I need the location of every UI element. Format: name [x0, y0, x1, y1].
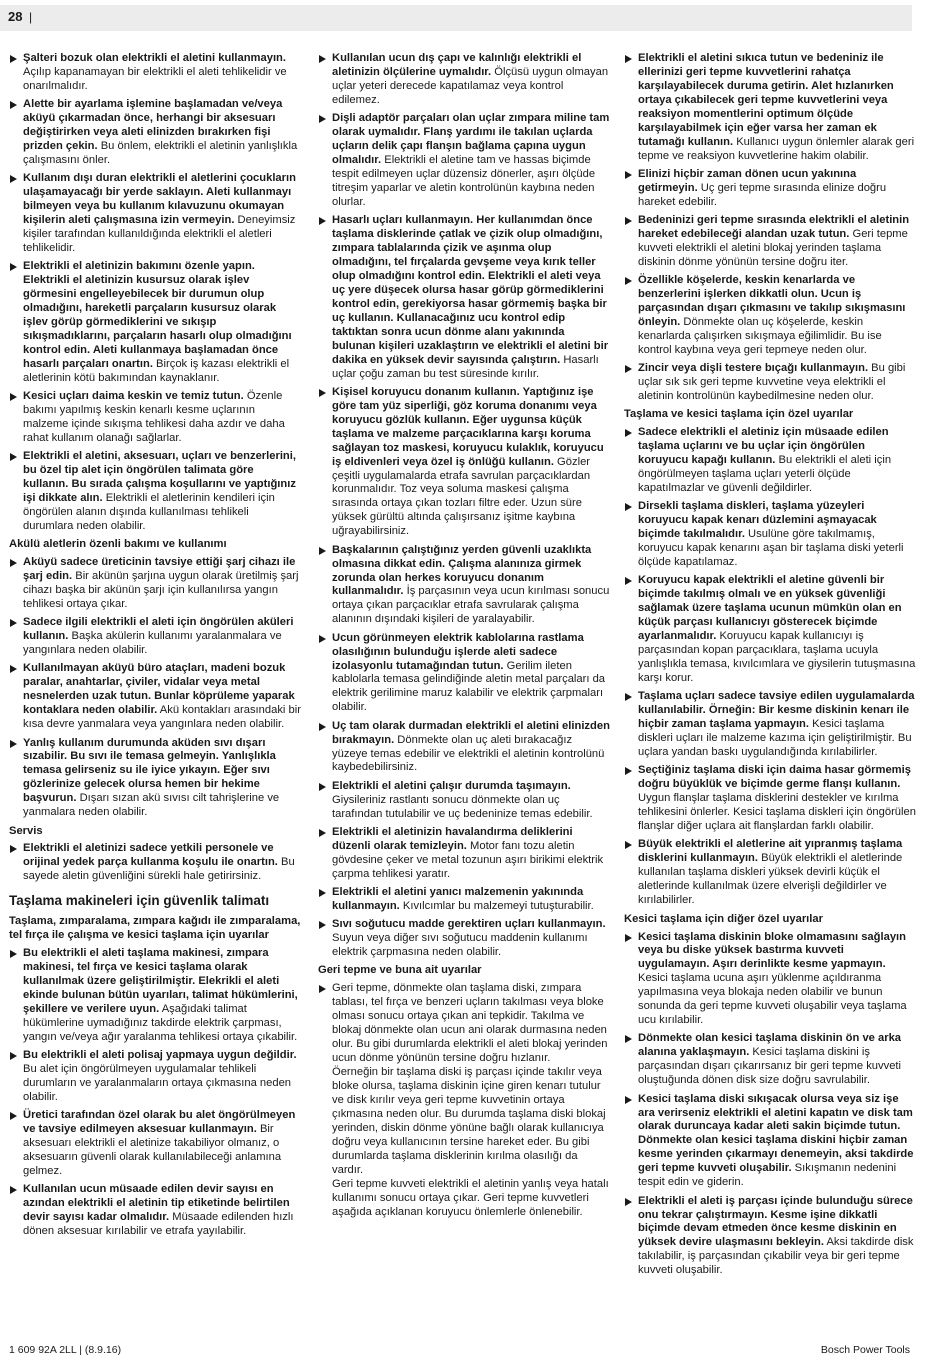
warning-bold-text: Uç tam olarak durmadan elektrikli el aletini elinizden bırakmayın. [332, 719, 610, 746]
bullet-arrow-icon [625, 1035, 632, 1043]
warning-bold-text: Elektrikli el aleti iş parçası içinde bulunduğu sürece onu tekrar çalıştırmayın. Kesme işine dikkatli biçimde devam etmeden önce kesme diskinin en yüksek devire ulaşmasını bekleyin. [638, 1194, 913, 1249]
warning-body-text: Elektrikli el aletine tam ve hassas biçimde tespit edilmeyen uçlar düzensiz dönerler, aşırı ölçüde titreşim yaparlar ve aletin kontrolünün kaybına neden olurlar. [332, 153, 596, 208]
warning-bold-text: Elektrikli el aletinizi sadece yetkili personele ve orijinal yedek parça kullanma koşulu ile onartın. [23, 842, 278, 869]
warning-bold-text: Seçtiğiniz taşlama diski için daima hasar görmemiş doğru büyüklük ve biçimde germe flanşı kullanın. [638, 764, 911, 791]
warning-item [318, 780, 610, 822]
warning-item [9, 98, 301, 168]
warning-item [318, 52, 610, 108]
warning-body-text: Suyun veya diğer sıvı soğutucu maddenin kullanımı elektrik çarpmasına neden olabilir. [332, 932, 588, 959]
warning-item [624, 690, 916, 760]
warning-item [624, 214, 916, 270]
warning-item [624, 838, 916, 908]
bullet-arrow-icon [10, 619, 17, 627]
warning-item [9, 556, 301, 612]
bullet-arrow-icon [319, 783, 326, 791]
warning-bold-text: Elektrikli el aletinizin bakımını özenle yapın. Elektrikli el aletinizin kusursuz olarak işlev görmesini engelleyebilecek bir durumun olup olmadığını, hareketli parçaların kusursuz olarak işlev görüp görmediklerini ve sıkışıp sıkışmadıklarını, parçaların hasarlı olup olmadığını kontrol edin. Aleti kullanmaya başlamadan önce hasarlı parçaları onartın. [23, 260, 292, 370]
bullet-arrow-icon [625, 503, 632, 511]
warning-body-text: Deneyimsiz kişiler tarafından kullanıldığında elektrikli el aletleri tehlikelidir. [23, 214, 296, 254]
warning-item [9, 172, 301, 256]
warning-bold-text: Elektrikli el aletini çalışır durumda taşımayın. [332, 779, 571, 792]
bullet-arrow-icon [319, 115, 326, 123]
warning-item [624, 764, 916, 834]
header-separator: | [29, 10, 33, 24]
warning-item [9, 947, 301, 1045]
warning-body-text: Ölçüsü uygun olmayan uçlar yeteri derecede kapatılamaz veya kontrol edilemez. [332, 65, 609, 106]
bullet-arrow-icon [319, 921, 326, 929]
subsection-heading: Geri tepme ve buna ait uyarılar [318, 964, 482, 977]
bullet-arrow-icon [319, 547, 326, 555]
warning-bold-text: Koruyucu kapak elektrikli el aletine güvenli bir biçimde takılmış olmalı ve en yüksek güvenliği sağlamak üzere taşlama ucunun mümkün olan en küçük parçası kullanıcıyı gösterecek biçimde ayarlanmalıdır. [638, 574, 902, 643]
warning-item [9, 616, 301, 658]
bullet-arrow-icon [10, 55, 17, 63]
section-title: Taşlama makineleri için güvenlik talimatı [9, 893, 270, 909]
warning-item [318, 826, 610, 882]
warning-bold-text: Bu elektrikli el aleti polisaj yapmaya uygun değildir. [23, 1049, 297, 1062]
warning-bold-text: Hasarlı uçları kullanmayın. Her kullanımdan önce taşlama disklerinde çatlak ve çizik olup olmadığını, zımpara tablalarında çizik ve aşınma olup olmadığını, tel fırçalarda gevşeme veya kırık teller olup olmadığını kontrol edin. Elektrikli el aleti veya uç yere düşecek olursa hasar görüp görmediklerini kontrol edin, gerekiyorsa hasar görmemiş başka bir uç kullanın. Kullanacağınız ucu kontrol edip taktıktan sonra ucun dönme alanı yakınında bulunan kişileri uzaklaştırın ve elektrikli el aletini bir dakika en yüksek devir sayısında çalıştırın. [332, 214, 609, 366]
subsection-heading: Taşlama, zımparalama, zımpara kağıdı ile zımparalama, tel fırça ile çalışma ve kesici taşlama için uyarılar [9, 915, 301, 942]
footer-document-code: 1 609 92A 2LL | (8.9.16) [9, 1344, 122, 1356]
warning-bold-text: Sadece elektrikli el aletiniz için müsaade edilen taşlama uçlarını ve bu uçlar için öngörülen koruyucu kapağı kullanın. [638, 426, 889, 467]
warning-body-text: Bu sayede aletin güvenliğini sürekli hale getirirsiniz. [23, 856, 295, 883]
warning-bold-text: Bedeninizi geri tepme sırasında elektrikli el aletinin hareket edebileceği alandan uzak tutun. [638, 214, 910, 241]
bullet-arrow-icon [10, 950, 17, 958]
bullet-arrow-icon [10, 1186, 17, 1194]
warning-body-text: Elektrikli el aletlerinin kendileri için öngörülen alanın dışında kullanılması tehlikeli durumlara neden olabilir. [23, 492, 275, 532]
warning-body-text: Usulüne göre takılmamış, koruyucu kapak kenarını aşan bir taşlama diski yeterli ölçüde kapatılamaz. [638, 528, 904, 569]
warning-item [624, 1093, 916, 1191]
warning-item [9, 1183, 301, 1239]
warning-bold-text: Kullanım dışı duran elektrikli el aletlerini çocukların ulaşamayacağı bir yerde saklayın. Aleti kullanmayı bilmeyen veya bu kullanım kılavuzunu okumayan kişilerin aleti çalışmasına izin vermeyin. [23, 172, 296, 227]
subsection-heading: Servis [9, 824, 43, 837]
warning-bold-text: Kullanılan ucun dış çapı ve kalınlığı elektrikli el aletinizin ölçülerine uymalıdır. [332, 52, 582, 78]
warning-body-text: Kıvılcımlar bu malzemeyi tutuşturabilir. [399, 899, 594, 912]
page-number: 28 [8, 9, 23, 24]
warning-bold-text: Bu elektrikli el aleti taşlama makinesi, zımpara makinesi, tel fırça ve kesici taşlama olarak kullanılmak üzere geliştirilmiştir. Elekrikli el aleti ekinde bulunan bütün uyarıları, talimat hükümlerini, şekillere ve verilere uyun. [23, 947, 298, 1016]
warning-item [624, 500, 916, 570]
bullet-arrow-icon [319, 829, 326, 837]
warning-bold-text: Kişisel koruyucu donanım kullanın. Yaptığınız işe göre tam yüz siperliği, göz koruma donanımı veya koruyucu gözlük kullanın. Eğer uygunsa küçük taşlama ve malzeme parçacıklarına karşı koruma sağlayan toz maskesi, koruyucu kulaklık, koruyucu iş eldivenleri veya özel iş önlüğü kullanın. [332, 385, 604, 468]
bullet-arrow-icon [625, 217, 632, 225]
warning-bold-text: Kullanılan ucun müsaade edilen devir sayısı en azından elektrikli el aletinin tip etiketinde belirtilen devir sayısı kadar olmalıdır. [23, 1183, 290, 1224]
bullet-arrow-icon [10, 1112, 17, 1120]
warning-item [9, 390, 301, 446]
column-middle [318, 52, 610, 1224]
bullet-arrow-icon [319, 389, 326, 397]
warning-body-text: Kullanıcı uygun önlemler alarak geri tepme ve reaksiyon kuvvetlerine hakim olabilir. [638, 135, 915, 162]
warning-body-text: Büyük elektrikli el aletlerinde kullanılan taşlama diskleri yüksek devirli küçük el aletlerinde kullanılmak üzere elverişli değildirler ve kırılabilirler. [638, 852, 903, 907]
warning-item [624, 168, 916, 210]
bullet-arrow-icon [625, 934, 632, 942]
bullet-arrow-icon [10, 175, 17, 183]
warning-body-text: Aksi takdirde disk takılabilir, iş parçasından çıkabilir veya bir geri tepme kuvveti oluşabilir. [638, 1236, 914, 1277]
warning-body-text: Giysileriniz rastlantı sonucu dönmekte olan uç tarafından tutulabilir ve uç bedeninize temas edebilir. [332, 793, 593, 820]
warning-body-text: Kesici taşlama diskleri uçları ile malzeme kazıma için geliştirilmiştir. Bu uçlara yandan baskı uygulandığında kırılabilirler. [638, 718, 912, 759]
warning-item [9, 52, 301, 94]
warning-body-text: Dönmekte olan uç köşelerde, keskin kenarlarda çalışırken sıkışmaya eğilimlidir. Bu ise kontrol kaybına veya geri tepmeye neden olur. [638, 316, 882, 356]
warning-body-text: İş parçasının veya ucun kırılması sonucu ortaya çıkan parçacıklar etrafa savrularak çalışma alanının dışındaki kişileri de yaralayabilir. [332, 585, 610, 626]
warning-body-text: Kesici taşlama ucuna aşırı yüklenme açıldıranma yapılmasına veya blokaja neden olabilir ve bunun sonunda da geri tepme kuvveti oluşabilir veya taşlama ucu kırılabilir. [638, 972, 907, 1027]
warning-item [624, 52, 916, 164]
warning-body-text: Bu alet için öngörülmeyen uygulamalar tehlikeli durumların ve yaralanmaların ortaya çıkmasına neden olabilir. [23, 1063, 292, 1104]
warning-bold-text: Taşlama uçları sadece tavsiye edilen uygulamalarda kullanılabilir. Örneğin: Bir kesme diskinin kenarı ile hiçbir zaman taşlama yapmayın. [638, 690, 915, 731]
bullet-arrow-icon [625, 365, 632, 373]
column-right [624, 52, 916, 1283]
warning-item [318, 918, 610, 960]
warning-bold-text: Sıvı soğutucu madde gerektiren uçları kullanmayın. [332, 918, 606, 931]
warning-bold-text: Özellikle köşelerde, keskin kenarlarda ve benzerlerini işlerken dikkatli olun. Ucun iş parçasından dışarı çıkmasını ve takılıp sıkışmasını önleyin. [638, 274, 906, 329]
bullet-arrow-icon [625, 277, 632, 285]
warning-bold-text: Elektrikli el aletini sıkıca tutun ve bedeniniz ile ellerinizi geri tepme kuvvetlerini rahatça karşılayabilecek duruma getirin. Alet hızlanırken ortaya çıkabilecek geri tepme kuvvetlerini veya reaksiyon momentlerini optimum ölçüde karşılayabilmek için eğer varsa her zaman ek tutamağı kullanın. [638, 52, 894, 148]
warning-bold-text: Ucun görünmeyen elektrik kablolarına rastlama olasılığının bulunduğu işlerde aleti sadece izolasyonlu tutamağından tutun. [332, 631, 584, 672]
subsection-heading: Taşlama ve kesici taşlama için özel uyarılar [624, 408, 854, 421]
warning-body-text: Bu gibi uçlar sık sık geri tepme kuvvetine veya elektrikli el aletinin kontrolünün kaybedilmesine neden olur. [638, 362, 906, 403]
bullet-arrow-icon [319, 217, 326, 225]
warning-body-text: Gerilim ileten kablolarla temasa gelindiğinde aletin metal parçaları da elektrik gerilimine maruz kalabilir ve elektrik çarpmaları olabilir. [332, 659, 606, 714]
warning-bold-text: Kesici taşlama diskinin bloke olmamasını sağlayın veya bu diske yüksek bastırma kuvveti uygulamayın. Aşırı derinlikte kesme yapmayın. [638, 930, 906, 971]
warning-bold-text: Alette bir ayarlama işlemine başlamadan ve/veya aküyü çıkarmadan önce, herhangi bir aksesuarı değiştirirken veya aleti elinizden bırakırken fişi prizden çekin. [23, 98, 283, 153]
bullet-arrow-icon [625, 841, 632, 849]
warning-item [624, 274, 916, 358]
bullet-arrow-icon [10, 845, 17, 853]
warning-item [624, 1032, 916, 1088]
warning-bold-text: Kesici taşlama diski sıkışacak olursa veya siz işe ara verirseniz elektrikli el aletini kapatın ve disk tam olarak duruncaya kadar aleti sakin biçimde tutun. Dönmekte olan kesici taşlama diskini hiçbir zaman kesme yerinden çıkarmayı denemeyin, aksi takdirde geri tepme kuvveti oluşabilir. [638, 1092, 914, 1175]
warning-item [318, 112, 610, 210]
bullet-arrow-icon [10, 559, 17, 567]
bullet-arrow-icon [625, 1096, 632, 1104]
subsection-heading: Kesici taşlama için diğer özel uyarılar [624, 912, 823, 925]
warning-body-text: Dışarı sızan akü sıvısı cilt tahrişlerine ve yanmalara neden olabilir. [23, 792, 280, 819]
warning-body-text: Bu elektrikli el aleti için öngörülmeyen taşlama uçları yeterli ölçüde kapatılmazlar ve güvenli değildirler. [638, 454, 892, 495]
warning-bold-text: Şalteri bozuk olan elektrikli el aletini kullanmayın. [23, 52, 286, 64]
bullet-arrow-icon [625, 577, 632, 585]
warning-item [624, 1195, 916, 1279]
warning-body-text: Gözler çeşitli uygulamalarda etrafa savrulan parçacıklardan korunmalıdır. Toz veya soluma maskesi çalışma sırasında ortaya çıkan tozları filtre eder. Uzun süre yüksek gürültü altında çalışırsanız işitme kaybına uğrayabilirsiniz. [332, 455, 591, 538]
warning-bold-text: Yanlış kullanım durumunda aküden sıvı dışarı sızabilir. Bu sıvı ile temasa gelmeyin. Yanlışlıkla temasa gelirseniz su ile iyice yıkayın. Eğer sıvı gözlerinize gelecek olursa hemen bir hekime başvurun. [23, 736, 276, 805]
warning-body-text: Akü kontakları arasındaki bir kısa devre yanmalara veya yangınlara neden olabilir. [23, 704, 301, 731]
warning-body-text: Başka akülerin kullanımı yaralanmalara ve yangınlara neden olabilir. [23, 630, 282, 657]
warning-body-text: Geri tepme, dönmekte olan taşlama diski, zımpara tablası, tel fırça ve benzeri uçların takılması veya bloke olması sonucu ortaya çıkan ani tepkidir. Takılma ve blokaj dönmekte olan ucun ani olarak durmasına neden olur. Bu gibi durumlarda elektrikli el aleti blokaj yerinden ucun dönme yönünün tersine doğru hızlanır. [332, 982, 608, 1065]
warning-bold-text: Elinizi hiçbir zaman dönen ucun yakınına getirmeyin. [638, 167, 857, 194]
bullet-arrow-icon [319, 985, 326, 993]
warning-item [9, 662, 301, 732]
page-header [0, 5, 912, 31]
warning-body-text: Aşağıdaki talimat hükümlerine uymadığınız takdirde elektrik çarpması, yangın ve/veya ağır yaralanma tehlikesi ortaya çıkabilir. [23, 1003, 298, 1043]
column-left [9, 52, 301, 1243]
bullet-arrow-icon [625, 1198, 632, 1206]
bullet-arrow-icon [10, 263, 17, 271]
warning-body-text: Koruyucu kapak kullanıcıyı iş parçasından kopan parçacıklara, taşlama ucuyla yanlışlıkla temasa, kıvılcımlara ve giysilerin tutuşmasına karşı korur. [638, 630, 916, 685]
bullet-arrow-icon [10, 393, 17, 401]
warning-item [624, 574, 916, 686]
bullet-arrow-icon [10, 101, 17, 109]
warning-bold-text: Dönmekte olan kesici taşlama diskinin ön ve arka alanına yaklaşmayın. [638, 1032, 902, 1059]
warning-body-text: Geri tepme kuvveti elektrikli el aletini blokaj yerinden taşlama diskinin dönme yönünün tersine doğru iter. [638, 228, 908, 268]
warning-body-text: Öerneğin bir taşlama diski iş parçası içinde takılır veya bloke olursa, taşlama diskinin içine giren kenarı tutulur ve disk kırılır veya geri tepme kuvvetinin ortaya çıkmasına neden olur. Bu durumda taşlama diski blokaj yerinden, diskin dönme yönüne bağlı olarak kullanıcıya doğru veya kullanıcının tersine hareket eder. Bu gibi durumlarda taşlama disklerinin kırılma olasılığı da vardır. [332, 1066, 606, 1176]
bullet-arrow-icon [625, 55, 632, 63]
warning-bold-text: Üretici tarafından özel olarak bu alet öngörülmeyen ve tavsiye edilmeyen aksesuar kullanmayın. [23, 1109, 296, 1136]
warning-item [9, 1049, 301, 1105]
bullet-arrow-icon [319, 889, 326, 897]
bullet-arrow-icon [10, 740, 17, 748]
warning-body-text: Özenle bakımı yapılmış keskin kenarlı kesme uçlarının malzeme içinde sıkışma tehlikesi daha azdır ve daha rahat kullanım olanağı sağlarlar. [23, 390, 285, 444]
warning-item [624, 362, 916, 404]
warning-body-text: Dönmekte olan uç aleti bırakacağız yüzeye temas edebilir ve elektrikli el aletinin kontrolünü kaybedebilirsiniz. [332, 733, 605, 774]
warning-bold-text: Başkalarının çalıştığınız yerden güvenli uzaklıkta olmasına dikkat edin. Çalışma alanınıza girmek zorunda olan herkes koruyucu donanım kullanmalıdır. [332, 543, 592, 598]
warning-item [318, 544, 610, 628]
footer-brand: Bosch Power Tools [820, 1344, 910, 1356]
warning-body-text: Motor fanı tozu aletin gövdesine çeker ve metal tozunun aşırı birikimi elektrik çarpma tehlikesi yaratır. [332, 839, 604, 880]
warning-body-text: Sıkışmanın nedenini tespit edin ve giderin. [638, 1162, 897, 1189]
warning-body-text: Bir akünün şarjına uygun olarak üretilmiş şarj cihazı başka bir akünün şarjı için kullanılırsa yangın tehlikesi ortaya çıkar. [23, 570, 299, 611]
warning-body-text: Uç geri tepme sırasında elinize doğru hareket edebilir. [638, 181, 887, 208]
bullet-arrow-icon [319, 723, 326, 731]
warning-bold-text: Kesici uçları daima keskin ve temiz tutun. [23, 390, 244, 403]
bullet-arrow-icon [319, 635, 326, 643]
warning-body-text: Müsaade edilenden hızlı dönen aksesuar kırılabilir ve etrafa yayılabilir. [23, 1211, 294, 1238]
warning-body-text: Bir aksesuarı elektrikli el aletinize takabiliyor olmanız, o aksesuarın güvenli olarak kullanılabileceği anlamına gelmez. [23, 1123, 282, 1178]
warning-item [9, 842, 301, 884]
warning-bold-text: Zincir veya dişli testere bıçağı kullanmayın. [638, 362, 869, 375]
warning-bold-text: Kullanılmayan aküyü büro ataçları, madeni bozuk paralar, anahtarlar, çiviler, vidalar veya metal nesnelerden uzak tutun. Bunlar köprüleme yaparak kontaklara neden olabilir. [23, 662, 295, 717]
warning-body-text: Kesici taşlama diskini iş parçasından dışarı çıkarırsanız bir geri tepme kuvveti oluştuğunda dönen disk size doğru savrulabilir. [638, 1046, 902, 1087]
warning-bold-text: Aküyü sadece üreticinin tavsiye ettiği şarj cihazı ile şarj edin. [23, 556, 296, 583]
warning-bold-text: Büyük elektrikli el aletlerine ait yıpranmış taşlama disklerini kullanmayın. [638, 838, 903, 865]
subsection-heading: Akülü aletlerin özenli bakımı ve kullanımı [9, 538, 227, 551]
warning-item [318, 982, 610, 1219]
bullet-arrow-icon [10, 453, 17, 461]
warning-item [9, 450, 301, 534]
warning-bold-text: Elektrikli el aletini yanıcı malzemenin yakınında kullanmayın. [332, 886, 584, 912]
warning-bold-text: Elektrikli el aletinizin havalandırma deliklerini düzenli olarak temizleyin. [332, 825, 573, 852]
warning-body-text: Açılıp kapanamayan bir elektrikli el aleti tehlikelidir ve onarılmalıdır. [23, 65, 287, 92]
warning-bold-text: Sadece ilgili elektrikli el aleti için öngörülen aküleri kullanın. [23, 616, 294, 643]
warning-item [318, 720, 610, 776]
warning-item [9, 1109, 301, 1179]
warning-body-text: Hasarlı uçlar çoğu zaman bu test süresinde kırılır. [332, 353, 599, 380]
warning-item [318, 214, 610, 381]
warning-item [318, 886, 610, 914]
bullet-arrow-icon [10, 1052, 17, 1060]
warning-item [624, 426, 916, 496]
bullet-arrow-icon [625, 767, 632, 775]
warning-item [9, 737, 301, 821]
warning-body-text: Uygun flanşlar taşlama disklerini destekler ve kırılma tehlikesini önlerler. Kesici taşlama diskleri için öngörülen flanşlar diğer uçlara ait flanşlardan farklı olabilir. [638, 792, 916, 833]
bullet-arrow-icon [10, 665, 17, 673]
warning-bold-text: Elektrikli el aletini, aksesuarı, uçları ve benzerlerini, bu özel tip alet için öngörülen talimata göre kullanın. Bu sırada çalışma koşullarını ve yaptığınız işi dikkate alın. [23, 450, 296, 505]
warning-item [318, 632, 610, 716]
warning-body-text: Bu önlem, elektrikli el aletinin yanlışlıkla çalışmasını önler. [23, 140, 298, 166]
warning-bold-text: Dirsekli taşlama diskleri, taşlama yüzeyleri koruyucu kapak kenarı düzlemini aşmayacak biçimde takılmalıdır. [638, 500, 877, 541]
bullet-arrow-icon [319, 55, 326, 63]
bullet-arrow-icon [625, 171, 632, 179]
warning-bold-text: Dişli adaptör parçaları olan uçlar zımpara miline tam olarak uymalıdır. Flanş yardımı ile takılan uçlarda uçların delik çapı flanşın bağlama çapına uygun olmalıdır. [332, 112, 610, 166]
bullet-arrow-icon [625, 429, 632, 437]
bullet-arrow-icon [625, 693, 632, 701]
warning-item [624, 931, 916, 1029]
warning-body-text: Geri tepme kuvveti elektrikli el aletinin yanlış veya hatalı kullanımı sonucu ortaya çıkar. Geri tepme kuvvetleri aşağıda açıklanan koruyucu önlemlerle önlenebilir. [332, 1177, 609, 1218]
warning-body-text: Birçok iş kazası elektrikli el aletlerinin kötü bakımından kaynaklanır. [23, 357, 290, 384]
warning-item [9, 260, 301, 386]
warning-item [318, 386, 610, 539]
